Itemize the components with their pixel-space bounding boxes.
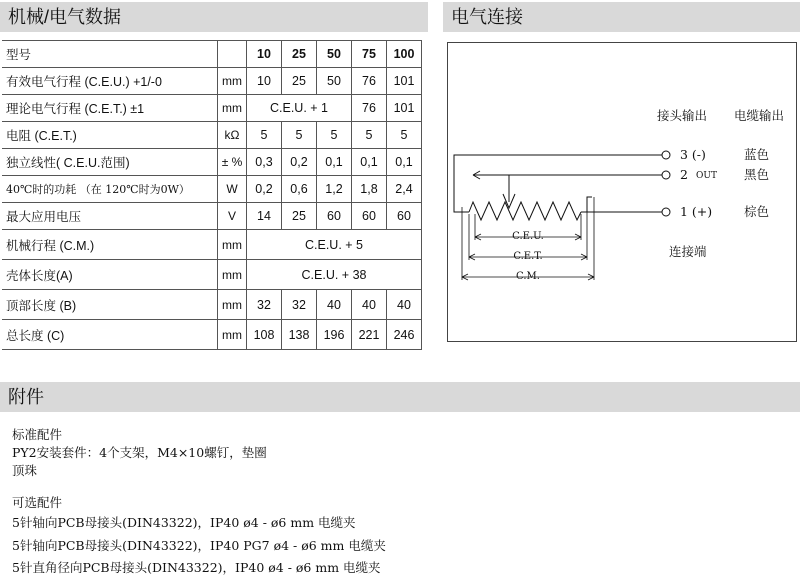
cell: 101 <box>387 95 422 122</box>
cable-output-header: 电缆输出 <box>734 108 785 123</box>
optional-accessory-item: 5针直角径向PCB母接头(DIN43322)，IP40 ø4 - ø6 mm 电缆夹 <box>12 560 381 575</box>
row-unit: kΩ <box>218 122 247 149</box>
standard-accessory-item: PY2安装套件：4个支架，M4×10螺钉，垫圈 <box>12 445 267 460</box>
row-label: 理论电气行程 (C.E.T.) ±1 <box>2 95 218 122</box>
cell: 108 <box>247 320 282 350</box>
standard-accessories-title: 标准配件 <box>12 427 63 442</box>
cell: 32 <box>282 290 317 320</box>
cell: 2,4 <box>387 176 422 203</box>
cell: 40 <box>387 290 422 320</box>
cell: 246 <box>387 320 422 350</box>
row-label: 壳体长度(A) <box>2 260 218 290</box>
table-row <box>2 176 422 203</box>
pin3-terminal <box>662 151 670 159</box>
row-unit: mm <box>218 230 247 260</box>
cell: 0,1 <box>317 149 352 176</box>
col-header: 50 <box>317 41 352 68</box>
pin1-label: 1 (+) <box>680 204 713 219</box>
resistor-zigzag <box>469 202 581 220</box>
pin1-color: 棕色 <box>744 204 770 219</box>
table-row <box>2 68 422 95</box>
row-unit: V <box>218 203 247 230</box>
elec-section-title: 电气连接 <box>443 2 800 32</box>
optional-accessory-item: 5针轴向PCB母接头(DIN43322)，IP40 PG7 ø4 - ø6 mm 电缆夹 <box>12 538 386 553</box>
cell: 0,3 <box>247 149 282 176</box>
cell: 5 <box>387 122 422 149</box>
cell: 101 <box>387 68 422 95</box>
col-header: 75 <box>352 41 387 68</box>
table-row <box>2 149 422 176</box>
pin3-label: 3 (-) <box>680 147 706 162</box>
table-header-row <box>2 41 422 68</box>
cell: 25 <box>282 68 317 95</box>
cell: 1,8 <box>352 176 387 203</box>
cell: 50 <box>317 68 352 95</box>
cell: 40 <box>352 290 387 320</box>
pin1-terminal <box>662 208 670 216</box>
pin3-color: 蓝色 <box>744 147 770 162</box>
wire-pin3 <box>454 155 662 212</box>
standard-accessory-item: 顶珠 <box>12 463 38 478</box>
col-header: 25 <box>282 41 317 68</box>
row-label: 独立线性( C.E.U.范围) <box>2 149 218 176</box>
table-row <box>2 203 422 230</box>
table-row <box>2 230 422 260</box>
cell: 40 <box>317 290 352 320</box>
row-unit: mm <box>218 95 247 122</box>
cet-dimension-label: C.E.T. <box>513 251 543 262</box>
terminal-label: 连接端 <box>669 244 707 259</box>
row-label: 机械行程 (C.M.) <box>2 230 218 260</box>
row-unit: mm <box>218 260 247 290</box>
cell: 32 <box>247 290 282 320</box>
cell: 60 <box>352 203 387 230</box>
resistor-end-lead <box>581 197 592 212</box>
cell: 1,2 <box>317 176 352 203</box>
row-unit: mm <box>218 68 247 95</box>
table-row <box>2 290 422 320</box>
row-unit: ± % <box>218 149 247 176</box>
row-unit: mm <box>218 290 247 320</box>
cell: 138 <box>282 320 317 350</box>
cell: 5 <box>247 122 282 149</box>
pin2-color: 黑色 <box>744 167 770 182</box>
model-label: 型号 <box>2 41 218 68</box>
cell: 25 <box>282 203 317 230</box>
cell: 60 <box>317 203 352 230</box>
cell: 196 <box>317 320 352 350</box>
wiring-diagram <box>447 42 797 342</box>
cell-span: C.E.U. + 1 <box>247 95 352 122</box>
cell: 76 <box>352 95 387 122</box>
cell: 0,1 <box>352 149 387 176</box>
cell: 0,6 <box>282 176 317 203</box>
optional-accessory-item: 5针轴向PCB母接头(DIN43322)，IP40 ø4 - ø6 mm 电缆夹 <box>12 515 356 530</box>
row-label: 有效电气行程 (C.E.U.) +1/-0 <box>2 68 218 95</box>
cell: 221 <box>352 320 387 350</box>
cell: 14 <box>247 203 282 230</box>
cell: 10 <box>247 68 282 95</box>
row-label: 总长度 (C) <box>2 320 218 350</box>
cell: 60 <box>387 203 422 230</box>
table-row <box>2 260 422 290</box>
diagram-frame <box>448 43 797 342</box>
row-unit: W <box>218 176 247 203</box>
cell: 0,1 <box>387 149 422 176</box>
cell: 0,2 <box>282 149 317 176</box>
row-label: 40℃时的功耗 （在 120℃时为0W） <box>2 176 218 203</box>
accessories-section-title: 附件 <box>0 382 800 412</box>
table-row <box>2 320 422 350</box>
cell-span: C.E.U. + 5 <box>247 230 422 260</box>
pin2-label: 2 <box>680 167 688 182</box>
pin2-out-label: OUT <box>696 171 717 181</box>
ceu-dimension-label: C.E.U. <box>512 231 544 242</box>
row-unit: mm <box>218 320 247 350</box>
cell: 76 <box>352 68 387 95</box>
col-header: 100 <box>387 41 422 68</box>
cm-dimension-label: C.M. <box>516 271 540 282</box>
cell: 5 <box>282 122 317 149</box>
cell-span: C.E.U. + 38 <box>247 260 422 290</box>
pin2-terminal <box>662 171 670 179</box>
spec-table <box>2 40 422 350</box>
cell: 0,2 <box>247 176 282 203</box>
col-header: 10 <box>247 41 282 68</box>
connector-output-header: 接头输出 <box>657 108 708 123</box>
row-label: 顶部长度 (B) <box>2 290 218 320</box>
mech-section-title: 机械/电气数据 <box>0 2 428 32</box>
cell: 5 <box>352 122 387 149</box>
row-label: 电阻 (C.E.T.) <box>2 122 218 149</box>
row-label: 最大应用电压 <box>2 203 218 230</box>
table-row <box>2 122 422 149</box>
table-row <box>2 95 422 122</box>
optional-accessories-title: 可选配件 <box>12 495 63 510</box>
cell: 5 <box>317 122 352 149</box>
